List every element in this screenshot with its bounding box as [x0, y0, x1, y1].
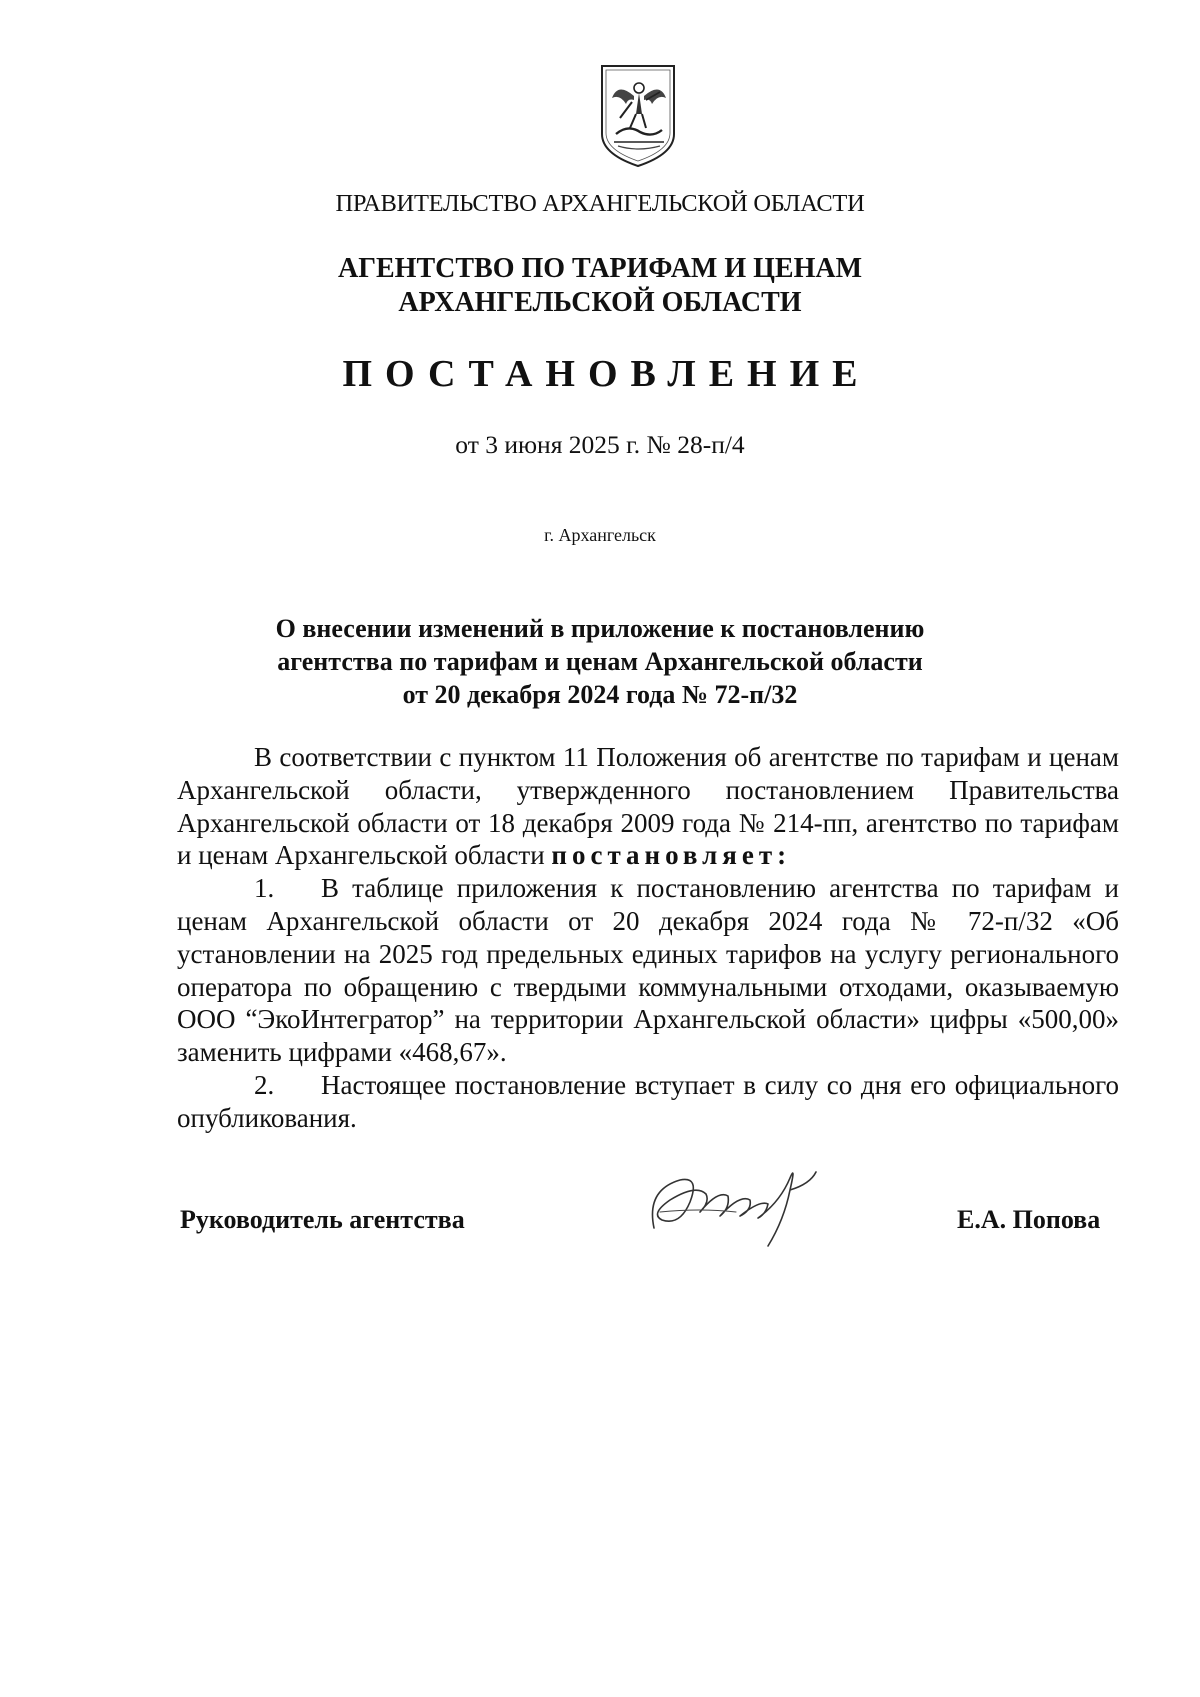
coat-of-arms-emblem [598, 62, 678, 168]
item-text: Настоящее постановление вступает в силу со дня его официального опубликования. [177, 1069, 1119, 1133]
document-city: г. Архангельск [544, 525, 656, 545]
resolves-word: постановляет: [551, 840, 792, 871]
subject-line-1: О внесении изменений в приложение к постановлению [275, 614, 925, 643]
item-number: 2. [254, 1069, 275, 1100]
document-date-number: от 3 июня 2025 г. № 28-п/4 [455, 430, 745, 459]
item-text: В таблице приложения к постановлению агентства по тарифам и ценам Архангельской области от 20 декабря 2024 года № 72-п/32 «Об установлении на 2025 год предельных единых тарифов на услугу регионального оператора по обращению с твердыми коммунальными отходами, оказываемую ООО “ЭкоИнтегратор” на территории Архангельской области» цифры «500,00» заменить цифрами «468,67». [177, 873, 1119, 1068]
subject-line-2: агентства по тарифам и ценам Архангельской области [277, 647, 923, 676]
signatory-name: Е.А. Попова [957, 1205, 1101, 1234]
agency-name-line-2: АРХАНГЕЛЬСКОЙ ОБЛАСТИ [398, 287, 802, 318]
agency-name-line-1: АГЕНТСТВО ПО ТАРИФАМ И ЦЕНАМ [337, 253, 863, 284]
item-number: 1. [254, 873, 275, 904]
handwritten-signature [640, 1150, 840, 1262]
agency-name [0, 252, 1200, 320]
preamble-text: В соответствии с пунктом 11 Положения об агентстве по тарифам и ценам Архангельской области, утвержденного постановлением Правительства Архангельской области от 18 декабря 2009 года № 214-пп, агентство по тарифам и ценам Архангельской области [177, 742, 1119, 871]
preamble-paragraph [177, 741, 1119, 872]
resolution-item-1 [177, 872, 1119, 1069]
government-name: ПРАВИТЕЛЬСТВО АРХАНГЕЛЬСКОЙ ОБЛАСТИ [335, 190, 865, 217]
resolution-item-2 [177, 1069, 1119, 1135]
subject-line-3: от 20 декабря 2024 года № 72-п/32 [402, 680, 798, 709]
document-kind-title: ПОСТАНОВЛЕНИЕ [342, 353, 871, 395]
document-subject [0, 612, 1200, 711]
signatory-position: Руководитель агентства [180, 1205, 465, 1234]
document-body [177, 741, 1119, 1135]
